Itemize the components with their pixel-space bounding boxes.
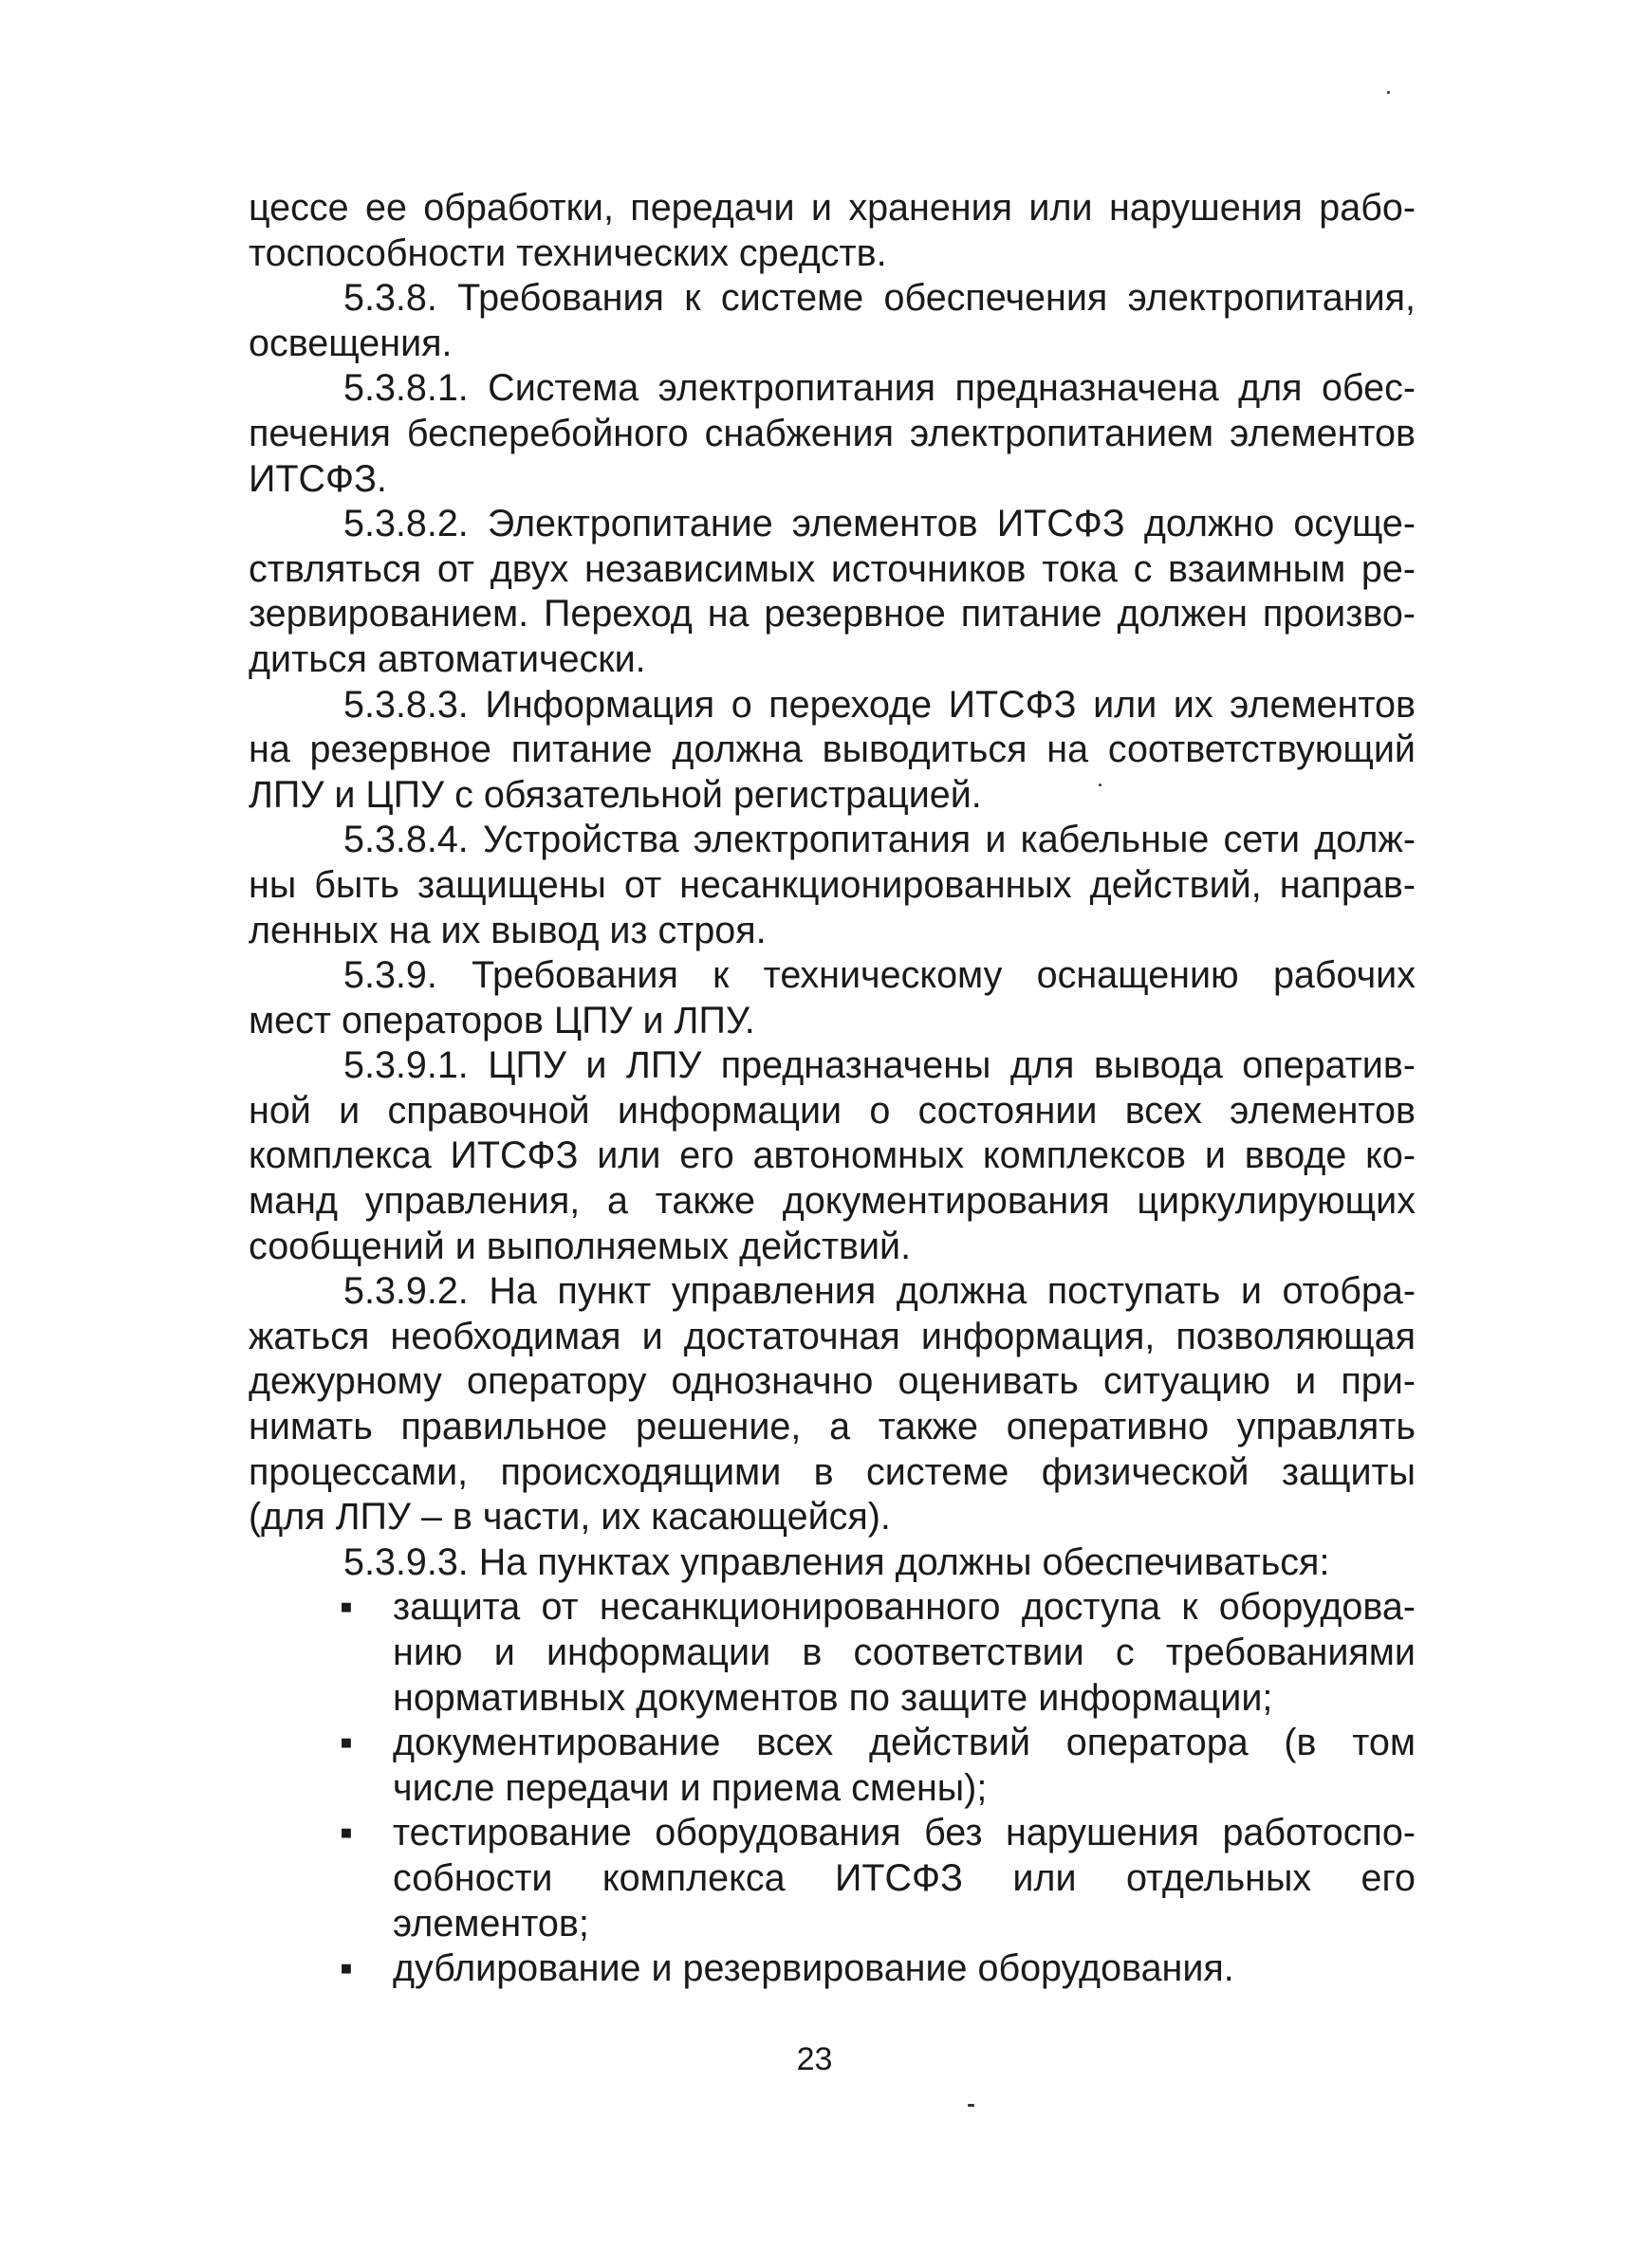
bullet-marker-icon: ▪ <box>340 1812 354 1854</box>
text-line: печения бесперебойного снабжения электропитанием элементов <box>249 412 1416 454</box>
text-line: зервированием. Переход на резервное питание должен произво- <box>249 593 1416 636</box>
text-line: 5.3.8.3. Информация о переходе ИТСФЗ или их элементов <box>343 683 1416 726</box>
text-line: 5.3.8.2. Электропитание элементов ИТСФЗ должно осуще- <box>343 503 1416 545</box>
text-line: (для ЛПУ – в части, их касающейся). <box>249 1496 891 1539</box>
bullet-marker-icon: ▪ <box>340 1586 354 1629</box>
bullet-item <box>249 1811 1416 1946</box>
bullet-line-text: числе передачи и приема смены); <box>393 1766 988 1809</box>
text-line: 5.3.8.4. Устройства электропитания и кабельные сети долж- <box>343 819 1416 861</box>
text-line: 5.3.8. Требования к системе обеспечения электропитания, <box>343 277 1416 320</box>
bullet-line-text: нормативных документов по защите информации; <box>393 1676 1273 1719</box>
text-line: 5.3.9.1. ЦПУ и ЛПУ предназначены для вывода оператив- <box>343 1044 1416 1087</box>
bullet-line-text: документирование всех действий оператора (в том <box>393 1722 1416 1764</box>
text-line: 5.3.9. Требования к техническому оснащению рабочих <box>343 954 1416 997</box>
bullet-marker-icon: ▪ <box>340 1722 354 1764</box>
bullet-item <box>249 1585 1416 1721</box>
bullet-line-text: защита от несанкционированного доступа к оборудова- <box>393 1586 1416 1629</box>
bullet-item <box>249 1721 1416 1811</box>
text-line: 5.3.9.2. На пункт управления должна поступать и отобра- <box>343 1270 1416 1313</box>
text-line: дежурному оператору однозначно оценивать ситуацию и при- <box>249 1360 1416 1403</box>
text-line: ленных на их вывод из строя. <box>249 909 767 951</box>
bullet-line-text: элементов; <box>393 1902 589 1945</box>
bullet-line-text: собности комплекса ИТСФЗ или отдельных его <box>393 1856 1416 1899</box>
scan-speck <box>1387 91 1390 94</box>
document-body <box>249 186 1416 1992</box>
text-line: мест операторов ЦПУ и ЛПУ. <box>249 999 755 1042</box>
text-line: сообщений и выполняемых действий. <box>249 1225 912 1267</box>
text-line: манд управления, а также документирования циркулирующих <box>249 1180 1416 1223</box>
text-line: процессами, происходящими в системе физической защиты <box>249 1450 1416 1493</box>
text-line: ны быть защищены от несанкционированных действий, направ- <box>249 863 1416 906</box>
text-line: ной и справочной информации о состоянии всех элементов <box>249 1089 1416 1132</box>
bullet-line-text: нию и информации в соответствии с требованиями <box>393 1632 1416 1673</box>
text-line: жаться необходимая и достаточная информация, позволяющая <box>249 1315 1416 1357</box>
text-line: 5.3.8.1. Система электропитания предназначена для обес- <box>343 367 1416 410</box>
text-line: ИТСФЗ. <box>249 457 387 500</box>
text-line: нимать правильное решение, а также оперативно управлять <box>249 1406 1416 1448</box>
text-line: освещения. <box>249 322 453 364</box>
text-line: тоспособности технических средств. <box>249 231 887 274</box>
text-line: ЛПУ и ЦПУ с обязательной регистрацией. <box>249 773 982 816</box>
bullet-marker-icon: ▪ <box>340 1947 354 1990</box>
scan-speck <box>968 2104 974 2107</box>
bullet-line-text: тестирование оборудования без нарушения работоспо- <box>393 1812 1416 1854</box>
bullet-item <box>249 1946 1416 1992</box>
scan-speck <box>1099 784 1101 786</box>
text-line: ствляться от двух независимых источников тока с взаимным ре- <box>249 547 1416 590</box>
text-line: 5.3.9.3. На пунктах управления должны обеспечиваться: <box>343 1540 1330 1583</box>
bullet-line-text: дублирование и резервирование оборудования. <box>393 1947 1234 1990</box>
text-line: комплекса ИТСФЗ или его автономных комплексов и вводе ко- <box>249 1134 1416 1177</box>
text-line: диться автоматически. <box>249 637 646 680</box>
text-line: на резервное питание должна выводиться на соответствующий <box>249 728 1416 771</box>
text-line: цессе ее обработки, передачи и хранения или нарушения рабо- <box>249 187 1416 229</box>
page-number: 23 <box>796 2041 833 2077</box>
